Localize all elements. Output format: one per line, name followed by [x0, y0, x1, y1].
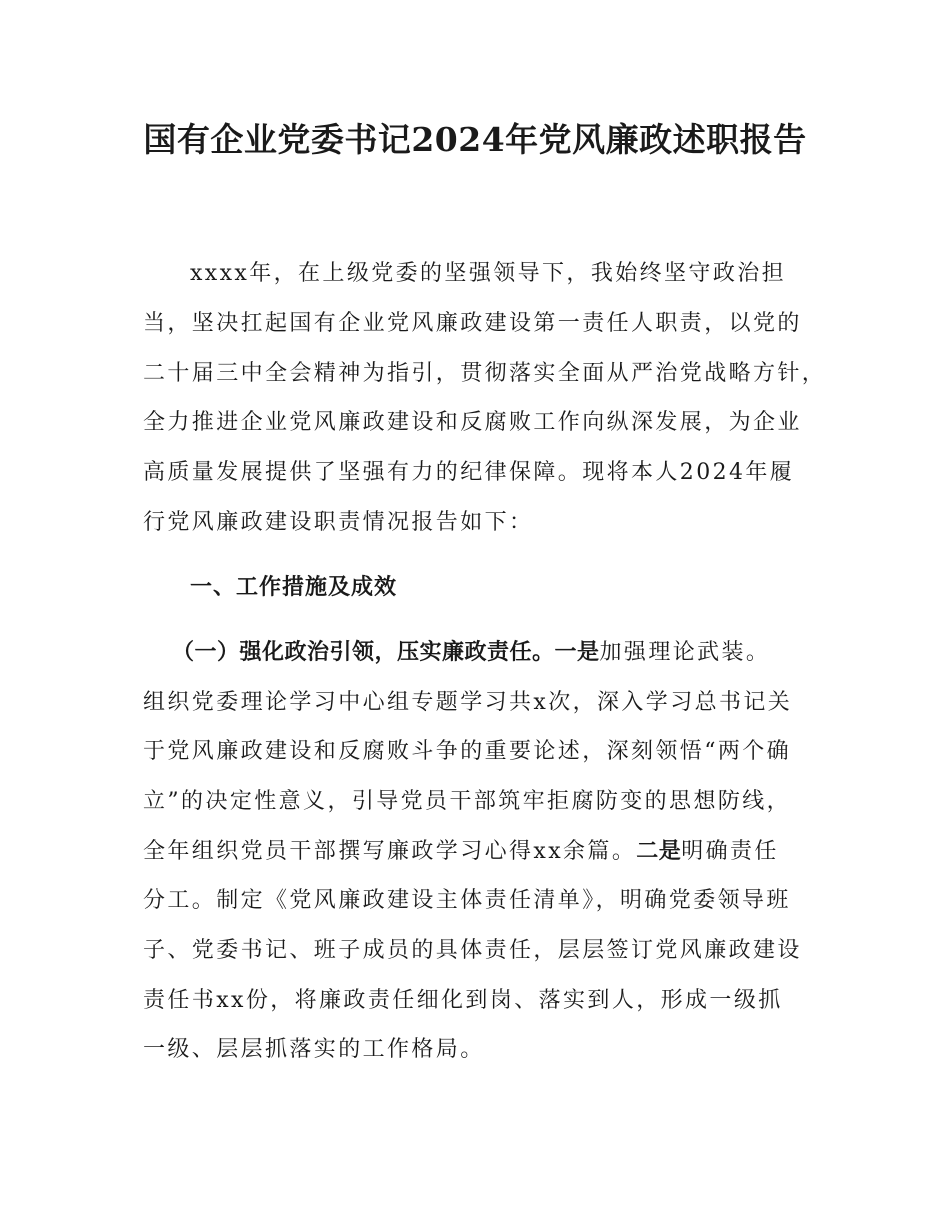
- intro-line-2: 当，坚决扛起国有企业党风廉政建设第一责任人职责，以党的: [143, 311, 802, 336]
- body-line-5: [143, 837, 779, 867]
- point-1-title: 加强理论武装。: [599, 640, 771, 665]
- body-line-9: 一级、层层抓落实的工作格局。: [143, 1037, 485, 1062]
- body-line-2: 组织党委理论学习中心组专题学习共x次，深入学习总书记关: [143, 690, 793, 715]
- body-line-8: 责任书xx份，将廉政责任细化到岗、落实到人，形成一级抓: [143, 988, 783, 1013]
- body-line-5-text: 全年组织党员干部撰写廉政学习心得xx余篇。: [143, 839, 637, 864]
- body-line-4: 立”的决定性意义，引导党员干部筑牢拒腐防变的思想防线，: [143, 789, 792, 814]
- subsection-heading: （一）强化政治引领，压实廉政责任。: [172, 640, 555, 665]
- body-line-3: 于党风廉政建设和反腐败斗争的重要论述，深刻领悟“两个确: [143, 739, 792, 764]
- body-line-7: 子、党委书记、班子成员的具体责任，层层签订党风廉政建设: [143, 938, 802, 963]
- intro-line-5: 高质量发展提供了坚强有力的纪律保障。现将本人2024年履: [143, 460, 795, 485]
- document-title: 国有企业党委书记2024年党风廉政述职报告: [143, 120, 807, 159]
- section-heading-1: 一、工作措施及成效: [190, 575, 398, 600]
- point-2-title: 明确责任: [681, 839, 779, 864]
- point-marker-1: 一是: [554, 640, 600, 665]
- intro-line-3: 二十届三中全会精神为指引，贯彻落实全面从严治党战略方针，: [143, 361, 827, 386]
- intro-line-1: xxxx年，在上级党委的坚强领导下，我始终坚守政治担: [190, 261, 787, 286]
- subsection-line-1: [172, 638, 770, 668]
- intro-line-6: 行党风廉政建设职责情况报告如下：: [143, 510, 534, 535]
- point-marker-2: 二是: [636, 839, 682, 864]
- intro-line-4: 全力推进企业党风廉政建设和反腐败工作向纵深发展，为企业: [143, 410, 802, 435]
- body-line-6: 分工。制定《党风廉政建设主体责任清单》，明确党委领导班: [143, 888, 791, 913]
